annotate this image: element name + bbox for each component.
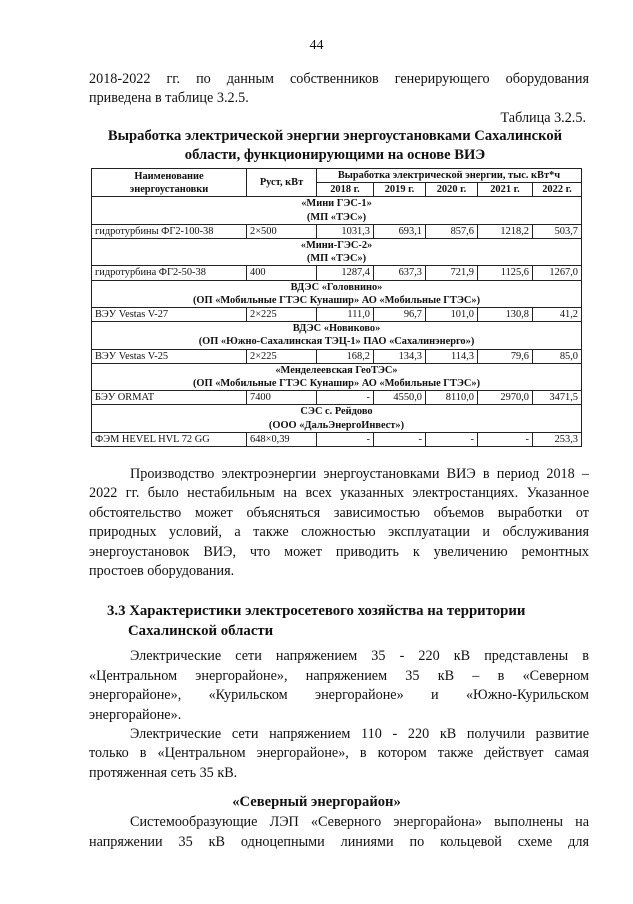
para1-line: обстоятельство может объясняться зависимостью объемов выработки от bbox=[89, 505, 589, 521]
intro-line-2: приведена в таблице 3.2.5. bbox=[89, 90, 249, 106]
intro-line-1: 2018-2022 гг. по данным собственников генерирующего оборудования bbox=[89, 71, 589, 87]
group-header: ВДЭС «Новиково» (ОП «Южно-Сахалинская ТЭЦ-1» ПАО «Сахалинэнерго») bbox=[92, 322, 582, 349]
para2-line: Электрические сети напряжением 35 - 220 кВ представлены в bbox=[130, 648, 589, 664]
header-year: 2021 г. bbox=[478, 183, 533, 197]
para1-line: 2022 гг. было нестабильным на всех указанных электростанциях. Указанное bbox=[89, 485, 589, 501]
table-row: ВЭУ Vestas V-27 2×225 111,0 96,7 101,0 130,8 41,2 bbox=[92, 308, 582, 322]
para3-line: только в «Центральном энергорайоне», в котором также действует самая bbox=[89, 745, 589, 761]
para4-line: Системообразующие ЛЭП «Северного энергорайона» выполнены на bbox=[130, 814, 589, 830]
header-year: 2022 г. bbox=[533, 183, 582, 197]
para2-line: энергорайоне». bbox=[89, 707, 182, 723]
para1-line: энергоустановок ВИЭ, что может приводить к увеличению ремонтных bbox=[89, 544, 589, 560]
table-row: БЭУ ORMAT 7400 - 4550,0 8110,0 2970,0 3471,5 bbox=[92, 391, 582, 405]
para1-line: простоев оборудования. bbox=[89, 563, 235, 579]
header-power: Руст, кВт bbox=[247, 169, 317, 197]
para3-line: Электрические сети напряжением 110 - 220 кВ получили развитие bbox=[130, 726, 589, 742]
group-header: «Мини ГЭС-1» (МП «ТЭС») bbox=[92, 197, 582, 224]
para2-line: энергорайоне», «Курильском энергорайоне» и «Южно-Курильском bbox=[89, 687, 589, 703]
energy-output-table bbox=[91, 168, 582, 447]
subsection-heading: «Северный энергорайон» bbox=[232, 794, 401, 810]
group-header: «Мини-ГЭС-2» (МП «ТЭС») bbox=[92, 239, 582, 266]
para1-line: природных условий, а также сложностью эксплуатации и обслуживания bbox=[89, 524, 589, 540]
group-header: ВДЭС «Головнино» (ОП «Мобильные ГТЭС Кунашир» АО «Мобильные ГТЭС») bbox=[92, 280, 582, 307]
group-header: «Менделеевская ГеоТЭС» (ОП «Мобильные ГТЭС Кунашир» АО «Мобильные ГТЭС») bbox=[92, 363, 582, 390]
table-row: гидротурбина ФГ2-50-38 400 1287,4 637,3 721,9 1125,6 1267,0 bbox=[92, 266, 582, 280]
para1-line: Производство электроэнергии энергоустановками ВИЭ в период 2018 – bbox=[130, 466, 589, 482]
header-year: 2020 г. bbox=[426, 183, 478, 197]
para4-line: напряжении 35 кВ одноцепными линиями по кольцевой схеме для bbox=[89, 834, 589, 850]
header-name: Наименование энергоустановки bbox=[92, 169, 247, 197]
page-number: 44 bbox=[309, 38, 324, 53]
table-title: Выработка электрической энергии энергоустановками Сахалинской области, функционирующими на основе ВИЭ bbox=[107, 128, 563, 163]
header-year: 2019 г. bbox=[374, 183, 426, 197]
para2-line: «Центральном энергорайоне», напряжением 35 кВ – в «Северном bbox=[89, 668, 589, 684]
header-year: 2018 г. bbox=[317, 183, 374, 197]
para3-line: протяженная сеть 35 кВ. bbox=[89, 765, 238, 781]
table-row: гидротурбины ФГ2-100-38 2×500 1031,3 693,1 857,6 1218,2 503,7 bbox=[92, 224, 582, 238]
table-row: ВЭУ Vestas V-25 2×225 168,2 134,3 114,3 79,6 85,0 bbox=[92, 349, 582, 363]
header-output: Выработка электрической энергии, тыс. кВт*ч bbox=[317, 169, 582, 183]
group-header: СЭС с. Рейдово (ООО «ДальЭнергоИнвест») bbox=[92, 405, 582, 432]
table-number: Таблица 3.2.5. bbox=[500, 110, 586, 126]
section-heading: 3.3 Характеристики электросетевого хозяйства на территории Сахалинской области bbox=[107, 603, 526, 639]
table-row: ФЭМ HEVEL HVL 72 GG 648×0,39 - - - - 253,3 bbox=[92, 432, 582, 446]
